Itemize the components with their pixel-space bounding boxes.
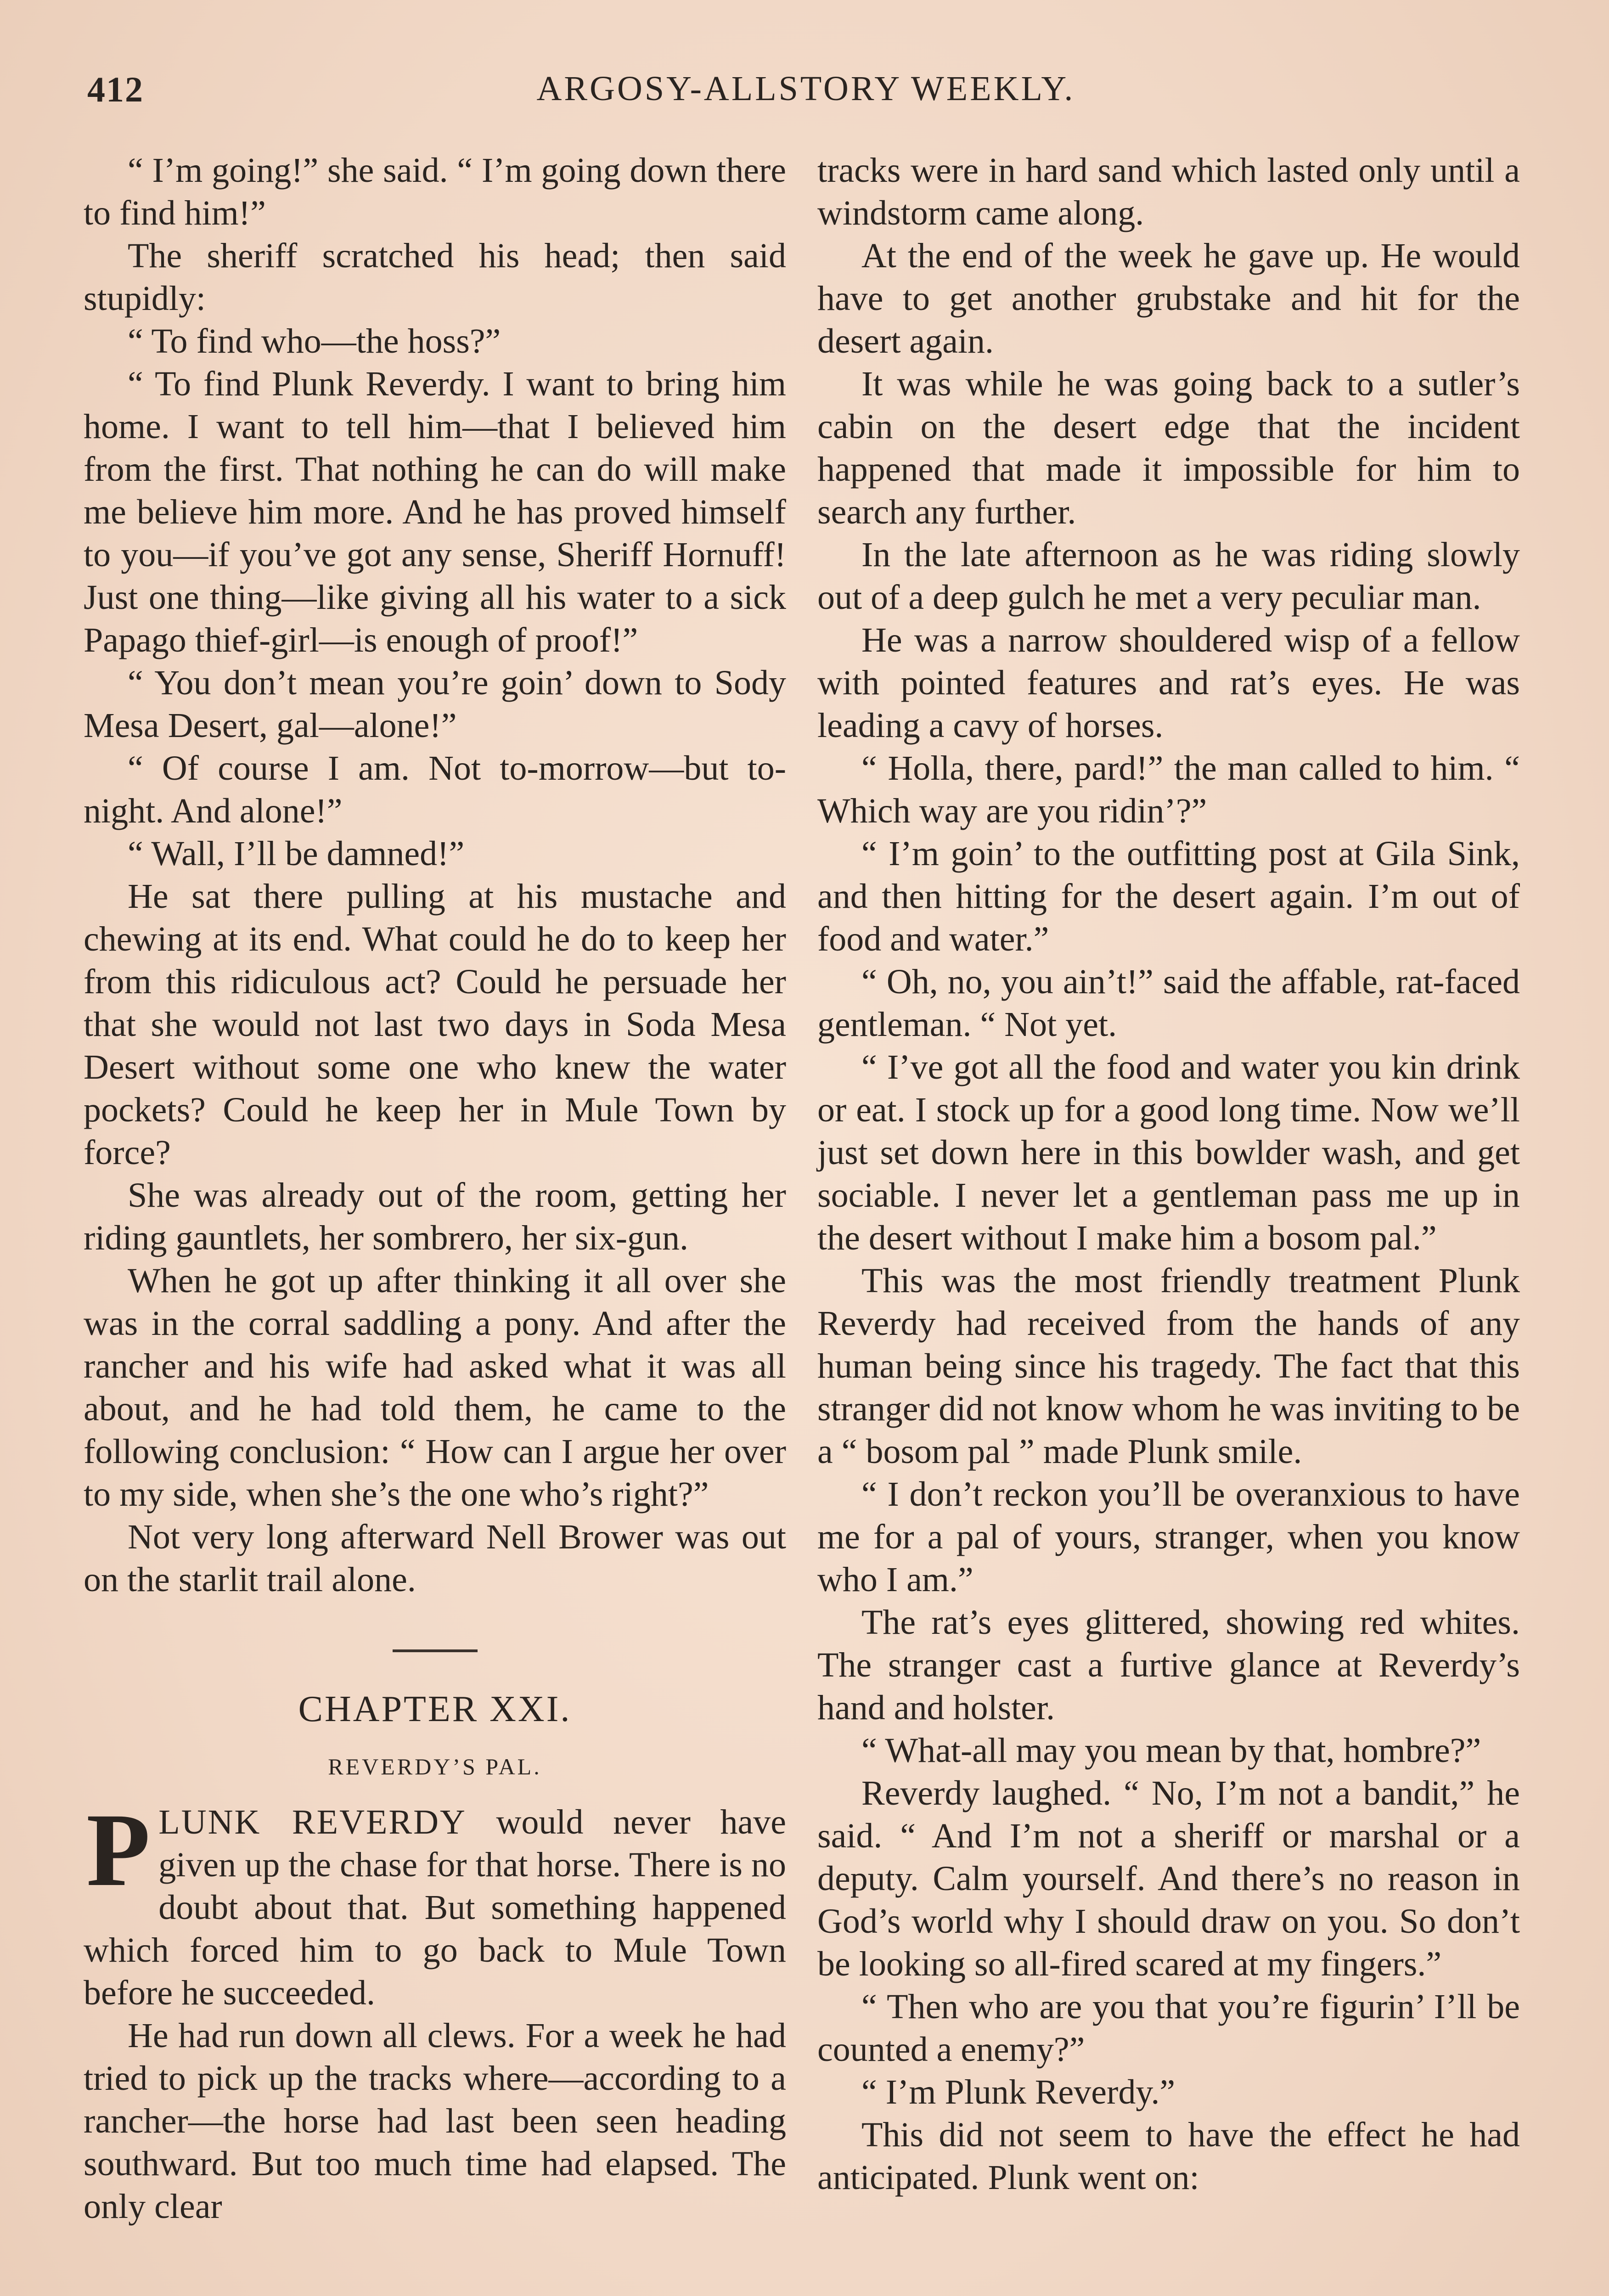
paragraph: He had run down all clews. For a week he had tried to pick up the tracks where—according to a rancher—the horse had last been seen heading southward. But too much time had elapsed. The only clear [84, 2016, 786, 2226]
paragraph: Not very long afterward Nell Brower was out on the starlit trail alone. [84, 1518, 786, 1599]
paragraph: “ Holla, there, pard!” the man called to him. “ Which way are you ridin’?” [817, 749, 1520, 830]
paragraph: At the end of the week he gave up. He would have to get another grubstake and hit for the desert again. [817, 236, 1520, 360]
paragraph: Reverdy laughed. “ No, I’m not a bandit,” he said. “ And I’m not a sheriff or marshal or a deputy. Calm yourself. And there’s no reason in God’s world why I should draw on you. So don’t be looking so all-fired scared at my fingers.” [817, 1774, 1520, 1983]
running-title: ARGOSY-ALLSTORY WEEKLY. [536, 69, 1075, 108]
paragraph: “ I’m Plunk Reverdy.” [861, 2073, 1176, 2111]
left-column [84, 149, 786, 2228]
paragraph: The rat’s eyes glittered, showing red whites. The stranger cast a furtive glance at Reverdy’s hand and holster. [817, 1603, 1520, 1727]
paragraph: “ I’ve got all the food and water you kin drink or eat. I stock up for a good long time. Now we’ll just set down here in this bowlder wash, and get sociable. I never let a gentleman pass me up in the desert without I make him a bosom pal.” [817, 1048, 1520, 1257]
paragraph: “ You don’t mean you’re goin’ down to Sody Mesa Desert, gal—alone!” [84, 664, 786, 745]
page-number: 412 [87, 69, 144, 109]
paragraph: “ Then who are you that you’re figurin’ I’ll be counted a enemy?” [817, 1987, 1520, 2069]
drop-cap: P [86, 1792, 151, 1908]
chapter-title: CHAPTER XXI. [298, 1689, 572, 1729]
paragraph: “ I’m going!” she said. “ I’m going down there to find him!” [84, 151, 786, 232]
paragraph: “ I’m goin’ to the outfitting post at Gila Sink, and then hitting for the desert again. I’m out of food and water.” [817, 834, 1520, 958]
paragraph: He was a narrow shouldered wisp of a fellow with pointed features and rat’s eyes. He was leading a cavy of horses. [817, 621, 1520, 745]
lead-caps: LUNK REVERDY [158, 1803, 467, 1841]
paragraph: “ Wall, I’ll be damned!” [128, 834, 465, 873]
paragraph: “ Oh, no, you ain’t!” said the affable, rat-faced gentleman. “ Not yet. [817, 962, 1520, 1044]
paragraph: In the late afternoon as he was riding slowly out of a deep gulch he met a very peculiar man. [817, 535, 1520, 617]
opening-text: would never have given up the chase for that horse. There is no doubt about that. But something happened which forced him to go back to Mule Town before he succeeded. [84, 1803, 786, 2012]
paragraph: “ To find Plunk Reverdy. I want to bring him home. I want to tell him—that I believed him from the first. That nothing he can do will make me believe him more. And he has proved himself to you—if you’ve got any sense, Sheriff Hornuff! Just one thing—like giving all his water to a sick Papago thief-girl—is enough of proof!” [84, 365, 786, 659]
paragraph: When he got up after thinking it all over she was in the corral saddling a pony. And after the rancher and his wife had asked what it was all about, and he had told them, he came to the following conclusion: “ How can I argue her over to my side, when she’s the one who’s right?” [84, 1261, 786, 1514]
continued-paragraph: tracks were in hard sand which lasted only until a windstorm came along. [817, 151, 1520, 232]
page-header [87, 69, 1525, 124]
paragraph: It was while he was going back to a sutler’s cabin on the desert edge that the incident happened that made it impossible for him to search any further. [817, 365, 1520, 531]
paragraph: The sheriff scratched his head; then said stupidly: [84, 236, 786, 318]
chapter-subtitle: REVERDY’S PAL. [328, 1754, 542, 1779]
paragraph: “ What-all may you mean by that, hombre?” [861, 1731, 1481, 1770]
right-column [817, 149, 1520, 2199]
chapter-opening-paragraph [84, 1792, 786, 2015]
paragraph: This was the most friendly treatment Plunk Reverdy had received from the hands of any human being since his tragedy. The fact that this stranger did not know whom he was inviting to be a “ bosom pal ” made Plunk smile. [817, 1261, 1520, 1471]
paragraph: This did not seem to have the effect he had anticipated. Plunk went on: [817, 2116, 1520, 2197]
paragraph: “ Of course I am. Not to-morrow—but to-night. And alone!” [84, 749, 786, 830]
paragraph: “ I don’t reckon you’ll be overanxious to have me for a pal of yours, stranger, when you know who I am.” [817, 1475, 1520, 1599]
paragraph: She was already out of the room, getting her riding gauntlets, her sombrero, her six-gun. [84, 1176, 786, 1257]
section-divider [393, 1649, 478, 1652]
paragraph: “ To find who—the hoss?” [128, 322, 501, 360]
paragraph: He sat there pulling at his mustache and chewing at its end. What could he do to keep her from this ridiculous act? Could he persuade her that she would not last two days in Soda Mesa Desert without some one who knew the water pockets? Could he keep her in Mule Town by force? [84, 877, 786, 1172]
